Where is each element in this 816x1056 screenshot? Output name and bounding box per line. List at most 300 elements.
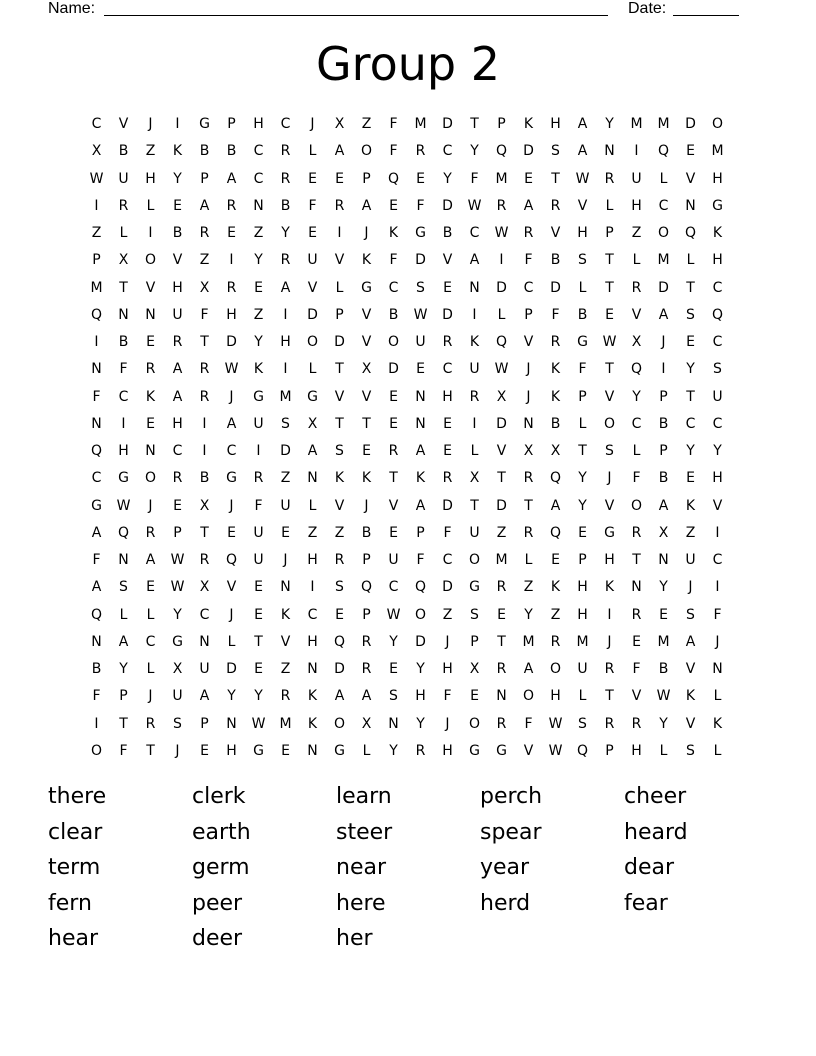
grid-letter[interactable]: G (226, 470, 237, 487)
grid-letter[interactable]: P (605, 742, 614, 759)
grid-letter[interactable]: B (118, 334, 129, 350)
grid-letter[interactable]: T (605, 688, 614, 705)
grid-letter[interactable]: I (94, 197, 99, 214)
grid-letter[interactable]: I (94, 715, 99, 732)
grid-letter[interactable]: S (686, 742, 695, 759)
grid-letter[interactable]: P (416, 524, 425, 541)
grid-letter[interactable]: T (254, 633, 263, 650)
grid-letter[interactable]: R (334, 197, 345, 214)
grid-letter[interactable]: U (631, 170, 642, 187)
grid-letter[interactable]: E (227, 524, 236, 541)
grid-letter[interactable]: B (550, 252, 561, 269)
grid-letter[interactable]: R (523, 470, 534, 487)
grid-letter[interactable]: C (226, 443, 237, 459)
grid-letter[interactable]: Y (173, 606, 182, 623)
grid-letter[interactable]: A (469, 252, 480, 269)
grid-letter[interactable]: Y (659, 579, 668, 596)
grid-letter[interactable]: H (307, 552, 318, 568)
grid-letter[interactable]: A (118, 633, 129, 650)
grid-letter[interactable]: R (550, 197, 561, 214)
grid-letter[interactable]: Y (578, 497, 587, 514)
grid-letter[interactable]: K (361, 470, 372, 487)
grid-letter[interactable]: R (496, 661, 507, 677)
grid-letter[interactable]: D (442, 197, 453, 214)
grid-letter[interactable]: A (280, 279, 291, 296)
grid-letter[interactable]: A (361, 688, 372, 705)
grid-letter[interactable]: K (145, 388, 156, 405)
grid-letter[interactable]: P (605, 225, 614, 241)
grid-letter[interactable]: O (549, 661, 562, 677)
grid-letter[interactable]: H (145, 170, 156, 187)
grid-letter[interactable]: F (389, 143, 398, 160)
grid-letter[interactable]: Y (281, 225, 290, 241)
grid-letter[interactable]: N (226, 715, 237, 732)
grid-letter[interactable]: L (578, 688, 587, 705)
grid-letter[interactable]: K (253, 361, 264, 378)
grid-letter[interactable]: E (551, 552, 560, 568)
grid-letter[interactable]: A (199, 197, 210, 214)
grid-letter[interactable]: J (526, 388, 531, 405)
grid-letter[interactable]: W (251, 715, 266, 732)
grid-letter[interactable]: I (715, 579, 720, 596)
grid-letter[interactable]: A (91, 524, 102, 541)
grid-letter[interactable]: A (361, 197, 372, 214)
grid-letter[interactable]: E (362, 443, 371, 459)
grid-letter[interactable]: P (119, 688, 128, 705)
grid-letter[interactable]: Y (686, 361, 695, 378)
grid-letter[interactable]: C (118, 388, 129, 405)
grid-letter[interactable]: Y (470, 143, 479, 160)
grid-letter[interactable]: N (307, 661, 318, 677)
grid-letter[interactable]: N (91, 633, 102, 650)
grid-letter[interactable]: R (631, 524, 642, 541)
grid-letter[interactable]: S (416, 279, 425, 296)
grid-letter[interactable]: H (712, 252, 723, 269)
grid-letter[interactable]: N (145, 306, 156, 323)
grid-letter[interactable]: L (146, 606, 155, 623)
grid-letter[interactable]: A (145, 552, 156, 568)
grid-letter[interactable]: R (631, 606, 642, 623)
grid-letter[interactable]: Q (117, 524, 130, 541)
grid-letter[interactable]: L (659, 170, 668, 187)
grid-letter[interactable]: F (470, 170, 479, 187)
grid-letter[interactable]: O (144, 470, 157, 487)
grid-letter[interactable]: F (524, 252, 533, 269)
grid-letter[interactable]: O (360, 143, 373, 160)
grid-letter[interactable]: C (307, 606, 318, 623)
grid-letter[interactable]: R (550, 633, 561, 650)
grid-letter[interactable]: H (604, 552, 615, 568)
grid-letter[interactable]: K (685, 497, 696, 514)
grid-letter[interactable]: T (497, 633, 506, 650)
grid-letter[interactable]: G (172, 633, 183, 650)
grid-letter[interactable]: R (334, 552, 345, 568)
grid-letter[interactable]: V (388, 497, 399, 514)
grid-letter[interactable]: Z (91, 225, 102, 241)
grid-letter[interactable]: Q (657, 143, 670, 160)
grid-letter[interactable]: U (577, 661, 588, 677)
grid-letter[interactable]: N (469, 279, 480, 296)
grid-letter[interactable]: W (116, 497, 131, 514)
grid-letter[interactable]: K (415, 470, 426, 487)
grid-letter[interactable]: T (119, 715, 128, 732)
grid-letter[interactable]: W (548, 742, 563, 759)
grid-letter[interactable]: L (335, 279, 344, 296)
grid-letter[interactable]: A (415, 497, 426, 514)
grid-letter[interactable]: V (307, 279, 318, 296)
grid-letter[interactable]: H (415, 688, 426, 705)
grid-letter[interactable]: T (362, 415, 371, 432)
grid-letter[interactable]: V (631, 688, 642, 705)
grid-letter[interactable]: I (202, 415, 207, 432)
grid-letter[interactable]: Z (199, 252, 210, 269)
grid-letter[interactable]: B (658, 470, 669, 487)
grid-letter[interactable]: Q (90, 606, 103, 623)
grid-letter[interactable]: S (335, 443, 344, 459)
grid-letter[interactable]: R (199, 552, 210, 568)
grid-letter[interactable]: A (523, 661, 534, 677)
grid-letter[interactable]: J (283, 552, 288, 568)
grid-letter[interactable]: J (364, 225, 369, 241)
grid-letter[interactable]: K (604, 579, 615, 596)
grid-letter[interactable]: C (388, 279, 399, 296)
grid-letter[interactable]: X (334, 116, 345, 132)
grid-letter[interactable]: K (361, 252, 372, 269)
grid-letter[interactable]: T (551, 170, 560, 187)
grid-letter[interactable]: J (445, 633, 450, 650)
grid-letter[interactable]: R (280, 252, 291, 269)
grid-letter[interactable]: V (577, 197, 588, 214)
grid-letter[interactable]: H (172, 279, 183, 296)
grid-letter[interactable]: E (335, 606, 344, 623)
grid-letter[interactable]: A (658, 306, 669, 323)
grid-letter[interactable]: Q (576, 742, 589, 759)
grid-letter[interactable]: U (280, 497, 291, 514)
grid-letter[interactable]: E (470, 688, 479, 705)
grid-letter[interactable]: M (90, 279, 103, 296)
grid-letter[interactable]: S (335, 579, 344, 596)
grid-letter[interactable]: R (523, 524, 534, 541)
grid-letter[interactable]: P (470, 633, 479, 650)
grid-letter[interactable]: J (148, 688, 153, 705)
grid-letter[interactable]: L (632, 443, 641, 459)
grid-letter[interactable]: D (442, 306, 453, 323)
grid-letter[interactable]: W (170, 552, 185, 568)
grid-letter[interactable]: R (172, 334, 183, 350)
grid-letter[interactable]: Z (280, 470, 291, 487)
grid-letter[interactable]: Y (119, 661, 128, 677)
grid-letter[interactable]: D (334, 334, 345, 350)
grid-letter[interactable]: C (253, 143, 264, 160)
grid-letter[interactable]: V (712, 497, 723, 514)
grid-letter[interactable]: B (577, 306, 588, 323)
grid-letter[interactable]: F (632, 661, 641, 677)
grid-letter[interactable]: N (307, 742, 318, 759)
grid-letter[interactable]: V (685, 661, 696, 677)
grid-letter[interactable]: L (227, 633, 236, 650)
grid-letter[interactable]: L (119, 606, 128, 623)
grid-letter[interactable]: T (605, 361, 614, 378)
grid-letter[interactable]: E (578, 524, 587, 541)
grid-letter[interactable]: V (361, 306, 372, 323)
grid-letter[interactable]: O (333, 715, 346, 732)
grid-letter[interactable]: G (712, 197, 723, 214)
grid-letter[interactable]: K (307, 715, 318, 732)
grid-letter[interactable]: I (472, 415, 477, 432)
grid-letter[interactable]: R (604, 715, 615, 732)
grid-letter[interactable]: F (578, 361, 587, 378)
grid-letter[interactable]: L (308, 361, 317, 378)
grid-letter[interactable]: P (173, 524, 182, 541)
grid-letter[interactable]: R (523, 225, 534, 241)
grid-letter[interactable]: O (90, 742, 103, 759)
grid-letter[interactable]: Z (334, 524, 345, 541)
grid-letter[interactable]: C (442, 143, 453, 160)
grid-letter[interactable]: R (253, 470, 264, 487)
grid-letter[interactable]: Q (225, 552, 238, 568)
grid-letter[interactable]: D (307, 306, 318, 323)
grid-letter[interactable]: H (442, 742, 453, 759)
grid-letter[interactable]: C (199, 606, 210, 623)
grid-letter[interactable]: R (361, 661, 372, 677)
grid-letter[interactable]: E (146, 415, 155, 432)
grid-letter[interactable]: M (495, 552, 508, 568)
grid-letter[interactable]: O (630, 497, 643, 514)
grid-letter[interactable]: Y (416, 661, 425, 677)
grid-letter[interactable]: O (144, 252, 157, 269)
grid-letter[interactable]: D (226, 334, 237, 350)
grid-letter[interactable]: X (91, 143, 102, 160)
grid-letter[interactable]: J (229, 497, 234, 514)
grid-letter[interactable]: Y (254, 688, 263, 705)
grid-letter[interactable]: N (118, 306, 129, 323)
grid-letter[interactable]: E (308, 225, 317, 241)
grid-letter[interactable]: L (362, 742, 371, 759)
grid-letter[interactable]: P (524, 306, 533, 323)
grid-letter[interactable]: Q (495, 143, 508, 160)
grid-letter[interactable]: E (200, 742, 209, 759)
grid-letter[interactable]: X (307, 415, 318, 432)
grid-letter[interactable]: Y (254, 252, 263, 269)
grid-letter[interactable]: E (686, 470, 695, 487)
grid-letter[interactable]: E (389, 388, 398, 405)
grid-letter[interactable]: Y (173, 170, 182, 187)
grid-letter[interactable]: R (199, 388, 210, 405)
grid-letter[interactable]: J (526, 361, 531, 378)
grid-letter[interactable]: D (226, 661, 237, 677)
grid-letter[interactable]: R (226, 279, 237, 296)
grid-letter[interactable]: E (227, 225, 236, 241)
grid-letter[interactable]: L (578, 415, 587, 432)
grid-letter[interactable]: R (226, 197, 237, 214)
grid-letter[interactable]: W (89, 170, 104, 187)
grid-letter[interactable]: X (361, 715, 372, 732)
grid-letter[interactable]: A (334, 688, 345, 705)
grid-letter[interactable]: E (146, 579, 155, 596)
grid-letter[interactable]: B (658, 661, 669, 677)
grid-letter[interactable]: N (253, 197, 264, 214)
grid-letter[interactable]: B (442, 225, 453, 241)
grid-letter[interactable]: D (496, 497, 507, 514)
grid-letter[interactable]: N (712, 661, 723, 677)
grid-letter[interactable]: Z (685, 524, 696, 541)
grid-letter[interactable]: A (226, 170, 237, 187)
grid-letter[interactable]: S (686, 606, 695, 623)
grid-letter[interactable]: P (200, 715, 209, 732)
grid-letter[interactable]: R (550, 334, 561, 350)
grid-letter[interactable]: P (362, 552, 371, 568)
grid-letter[interactable]: H (577, 225, 588, 241)
grid-letter[interactable]: T (146, 742, 155, 759)
grid-letter[interactable]: E (281, 524, 290, 541)
grid-letter[interactable]: U (253, 552, 264, 568)
grid-letter[interactable]: E (389, 661, 398, 677)
grid-letter[interactable]: S (605, 443, 614, 459)
grid-letter[interactable]: G (604, 524, 615, 541)
grid-letter[interactable]: U (199, 661, 210, 677)
grid-letter[interactable]: N (145, 443, 156, 459)
grid-letter[interactable]: C (685, 415, 696, 432)
grid-letter[interactable]: H (442, 661, 453, 677)
grid-letter[interactable]: U (712, 388, 723, 405)
grid-letter[interactable]: D (388, 361, 399, 378)
grid-letter[interactable]: Y (659, 715, 668, 732)
grid-letter[interactable]: E (443, 279, 452, 296)
grid-letter[interactable]: L (632, 252, 641, 269)
grid-letter[interactable]: L (308, 143, 317, 160)
grid-letter[interactable]: S (551, 143, 560, 160)
grid-letter[interactable]: V (226, 579, 237, 596)
grid-letter[interactable]: Q (90, 443, 103, 459)
grid-letter[interactable]: U (415, 334, 426, 350)
grid-letter[interactable]: I (661, 361, 666, 378)
grid-letter[interactable]: J (175, 742, 180, 759)
grid-letter[interactable]: P (659, 388, 668, 405)
grid-letter[interactable]: R (172, 470, 183, 487)
grid-letter[interactable]: V (631, 306, 642, 323)
grid-letter[interactable]: W (548, 715, 563, 732)
grid-letter[interactable]: S (578, 715, 587, 732)
grid-letter[interactable]: Y (524, 606, 533, 623)
grid-letter[interactable]: Q (549, 470, 562, 487)
grid-letter[interactable]: Y (227, 688, 236, 705)
grid-letter[interactable]: F (308, 197, 317, 214)
grid-letter[interactable]: E (173, 197, 182, 214)
grid-letter[interactable]: J (229, 606, 234, 623)
grid-letter[interactable]: E (443, 415, 452, 432)
grid-letter[interactable]: N (118, 552, 129, 568)
grid-letter[interactable]: V (361, 334, 372, 350)
grid-letter[interactable]: T (200, 334, 209, 350)
grid-letter[interactable]: E (254, 279, 263, 296)
grid-letter[interactable]: M (657, 252, 670, 269)
grid-letter[interactable]: A (577, 143, 588, 160)
grid-letter[interactable]: K (712, 225, 723, 241)
grid-letter[interactable]: E (308, 170, 317, 187)
grid-letter[interactable]: M (522, 633, 535, 650)
grid-letter[interactable]: X (523, 443, 534, 459)
grid-letter[interactable]: P (362, 170, 371, 187)
grid-letter[interactable]: D (658, 279, 669, 296)
grid-letter[interactable]: E (443, 443, 452, 459)
grid-letter[interactable]: H (577, 579, 588, 596)
grid-letter[interactable]: I (283, 361, 288, 378)
grid-letter[interactable]: A (685, 633, 696, 650)
grid-letter[interactable]: C (712, 334, 723, 350)
grid-letter[interactable]: A (523, 197, 534, 214)
grid-letter[interactable]: P (497, 116, 506, 132)
grid-letter[interactable]: U (685, 552, 696, 568)
grid-letter[interactable]: M (414, 116, 427, 132)
grid-letter[interactable]: R (280, 688, 291, 705)
grid-letter[interactable]: L (605, 197, 614, 214)
grid-letter[interactable]: N (631, 579, 642, 596)
grid-letter[interactable]: C (172, 443, 183, 459)
grid-letter[interactable]: H (280, 334, 291, 350)
grid-letter[interactable]: J (661, 334, 666, 350)
grid-letter[interactable]: W (170, 579, 185, 596)
grid-letter[interactable]: S (470, 606, 479, 623)
grid-letter[interactable]: F (551, 306, 560, 323)
grid-letter[interactable]: K (712, 715, 723, 732)
grid-letter[interactable]: G (199, 116, 210, 132)
grid-letter[interactable]: D (523, 143, 534, 160)
grid-letter[interactable]: F (254, 497, 263, 514)
grid-letter[interactable]: Y (605, 116, 614, 132)
grid-letter[interactable]: H (712, 470, 723, 487)
grid-letter[interactable]: Z (631, 225, 642, 241)
grid-letter[interactable]: Q (684, 225, 697, 241)
grid-letter[interactable]: R (280, 170, 291, 187)
grid-letter[interactable]: J (229, 388, 234, 405)
grid-letter[interactable]: W (575, 170, 590, 187)
grid-letter[interactable]: X (199, 579, 210, 596)
grid-letter[interactable]: C (253, 170, 264, 187)
grid-letter[interactable]: E (146, 334, 155, 350)
grid-letter[interactable]: L (146, 197, 155, 214)
grid-letter[interactable]: E (686, 143, 695, 160)
grid-letter[interactable]: L (578, 279, 587, 296)
grid-letter[interactable]: W (224, 361, 239, 378)
grid-letter[interactable]: T (578, 443, 587, 459)
grid-letter[interactable]: R (442, 334, 453, 350)
grid-letter[interactable]: E (254, 606, 263, 623)
grid-letter[interactable]: P (362, 606, 371, 623)
grid-letter[interactable]: G (253, 742, 264, 759)
grid-letter[interactable]: Y (389, 633, 398, 650)
grid-letter[interactable]: F (119, 361, 128, 378)
grid-letter[interactable]: T (686, 388, 695, 405)
grid-letter[interactable]: X (118, 252, 129, 269)
grid-letter[interactable]: H (550, 116, 561, 132)
grid-letter[interactable]: D (685, 116, 696, 132)
grid-letter[interactable]: R (415, 742, 426, 759)
grid-letter[interactable]: N (523, 415, 534, 432)
grid-letter[interactable]: T (200, 524, 209, 541)
grid-letter[interactable]: M (657, 116, 670, 132)
grid-letter[interactable]: X (631, 334, 642, 350)
grid-letter[interactable]: W (386, 606, 401, 623)
grid-letter[interactable]: H (712, 170, 723, 187)
grid-letter[interactable]: R (415, 143, 426, 160)
grid-letter[interactable]: V (118, 116, 129, 132)
grid-letter[interactable]: N (280, 579, 291, 596)
grid-letter[interactable]: L (308, 497, 317, 514)
grid-letter[interactable]: N (307, 470, 318, 487)
grid-letter[interactable]: F (416, 552, 425, 568)
grid-letter[interactable]: F (524, 715, 533, 732)
grid-letter[interactable]: E (389, 197, 398, 214)
